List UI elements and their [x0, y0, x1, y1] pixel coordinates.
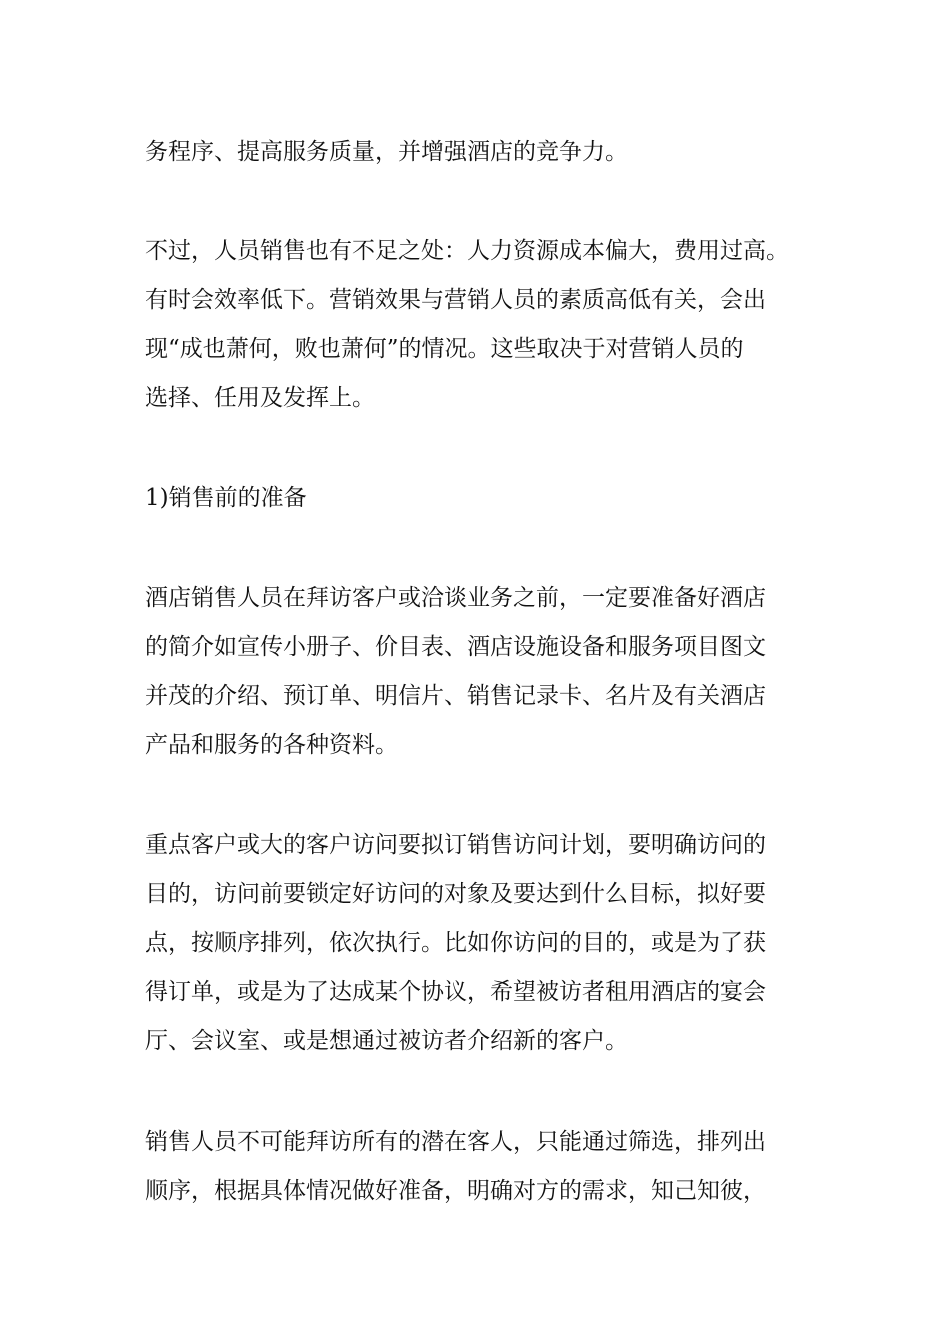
paragraph-line: 有时会效率低下。营销效果与营销人员的素质高低有关，会出 [145, 287, 766, 313]
paragraph-line: 厅、会议室、或是想通过被访者介绍新的客户。 [145, 1028, 628, 1054]
paragraph-line: 得订单，或是为了达成某个协议，希望被访者租用酒店的宴会 [145, 979, 766, 1005]
paragraph-1 [145, 128, 825, 177]
paragraph-line: 产品和服务的各种资料。 [145, 732, 398, 758]
paragraph-line: 顺序，根据具体情况做好准备，明确对方的需求，知己知彼， [145, 1178, 766, 1204]
paragraph-line: 务程序、提高服务质量，并增强酒店的竞争力。 [145, 139, 628, 165]
paragraph-line: 不过，人员销售也有不足之处：人力资源成本偏大，费用过高。 [145, 238, 789, 264]
paragraph-line: 重点客户或大的客户访问要拟订销售访问计划，要明确访问的 [145, 832, 766, 858]
paragraph-line: 的简介如宣传小册子、价目表、酒店设施设备和服务项目图文 [145, 634, 766, 660]
heading-line: 1)销售前的准备 [145, 485, 307, 511]
paragraph-line: 现“成也萧何，败也萧何”的情况。这些取决于对营销人员的 [145, 336, 744, 362]
paragraph-4 [145, 821, 825, 1066]
paragraph-line: 目的，访问前要锁定好访问的对象及要达到什么目标，拟好要 [145, 881, 766, 907]
paragraph-line: 酒店销售人员在拜访客户或洽谈业务之前，一定要准备好酒店 [145, 585, 766, 611]
paragraph-line: 点，按顺序排列，依次执行。比如你访问的目的，或是为了获 [145, 930, 766, 956]
paragraph-line: 销售人员不可能拜访所有的潜在客人，只能通过筛选，排列出 [145, 1129, 766, 1155]
paragraph-5 [145, 1118, 825, 1216]
paragraph-line: 并茂的介绍、预订单、明信片、销售记录卡、名片及有关酒店 [145, 683, 766, 709]
paragraph-2 [145, 227, 825, 423]
section-heading [145, 474, 825, 523]
paragraph-3 [145, 574, 825, 770]
paragraph-line: 选择、任用及发挥上。 [145, 385, 375, 411]
